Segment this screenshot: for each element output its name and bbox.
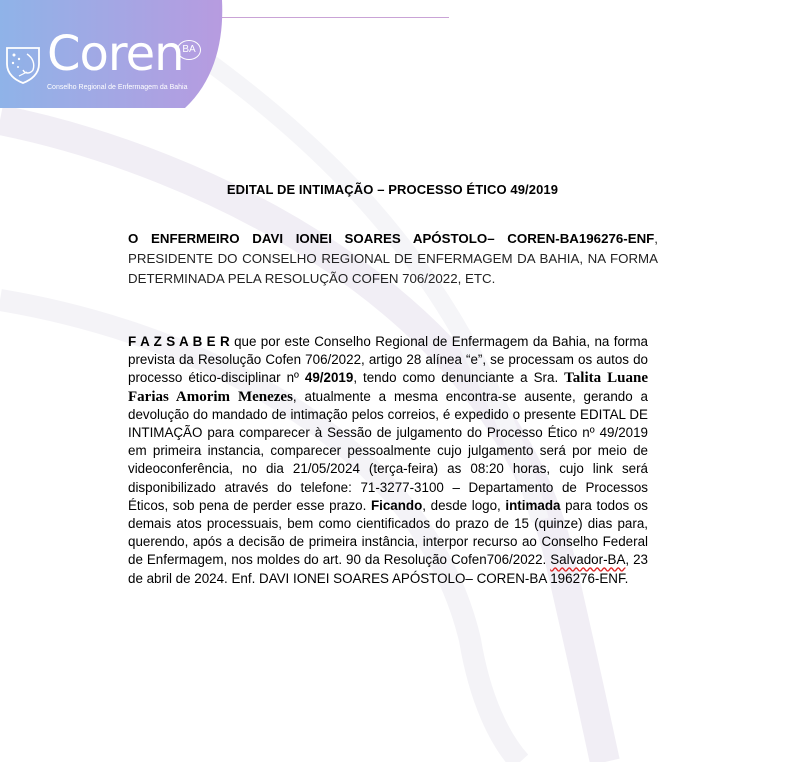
logo-wordmark: Coren xyxy=(47,26,184,82)
ficando-bold: Ficando xyxy=(370,497,423,513)
coren-emblem-icon xyxy=(3,40,43,84)
intimada-bold: intimada xyxy=(505,497,561,513)
logo-state-badge: BA xyxy=(177,40,201,60)
body-segment-4: , desde logo, xyxy=(422,497,506,513)
body-segment-1: que por este Conselho Regional de Enfermagem da Bahia, na forma prevista da Resolução Cofen 706/2022, artigo 28 alínea “e”, se processam os autos do processo ético-disciplinar nº xyxy=(128,334,648,386)
preamble-rest: , PRESIDENTE DO CONSELHO REGIONAL DE ENFERMAGEM DA BAHIA, NA FORMA DETERMINADA PELA RESOLUÇÃO COFEN 706/2022, ETC. xyxy=(128,231,658,286)
complainant-name: Talita Luane Farias Amorim Menezes xyxy=(128,370,648,405)
preamble xyxy=(128,229,658,289)
body-segment-2: , tendo como denunciante a Sra. xyxy=(353,370,565,386)
process-number: 49/2019 xyxy=(304,370,354,386)
body-segment-6: , 23 de abril de 2024. Enf. DAVI IONEI SOARES APÓSTOLO– COREN-BA 196276-ENF. xyxy=(128,552,648,586)
header-divider xyxy=(222,17,449,18)
body-segment-3: , atualmente a mesma encontra-se ausente, gerando a devolução do mandado de intimação pelos correios, é expedido o presente EDITAL DE INTIMAÇÃO para comparecer à Sessão de julgamento do Processo Ético nº 49/2019 em primeira instancia, comparecer pessoalmente cujo julgamento será por meio de videoconferência, no dia 21/05/2024 (terça-feira) as 08:20 horas, cujo link será disponibilizado através do telefone: 71-3277-3100 – Departamento de Processos Éticos, sob pena de perder esse prazo. xyxy=(128,388,648,513)
document-title: EDITAL DE INTIMAÇÃO – PROCESSO ÉTICO 49/2019 xyxy=(226,182,559,197)
edital-body xyxy=(128,333,648,588)
faz-saber: F A Z S A B E R xyxy=(128,334,230,349)
logo-subtitle: Conselho Regional de Enfermagem da Bahia xyxy=(47,84,188,91)
preamble-bold: O ENFERMEIRO DAVI IONEI SOARES APÓSTOLO– COREN-BA196276-ENF xyxy=(128,231,655,246)
place-name: Salvador-BA xyxy=(550,552,626,568)
body-segment-5: para todos os demais atos processuais, bem como cientificados do prazo de 15 (quinze) dias para, querendo, após a decisão de primeira instância, interpor recurso ao Conselho Federal de Enfermagem, nos moldes do art. 90 da Resolução Cofen706/2022. xyxy=(128,497,648,568)
